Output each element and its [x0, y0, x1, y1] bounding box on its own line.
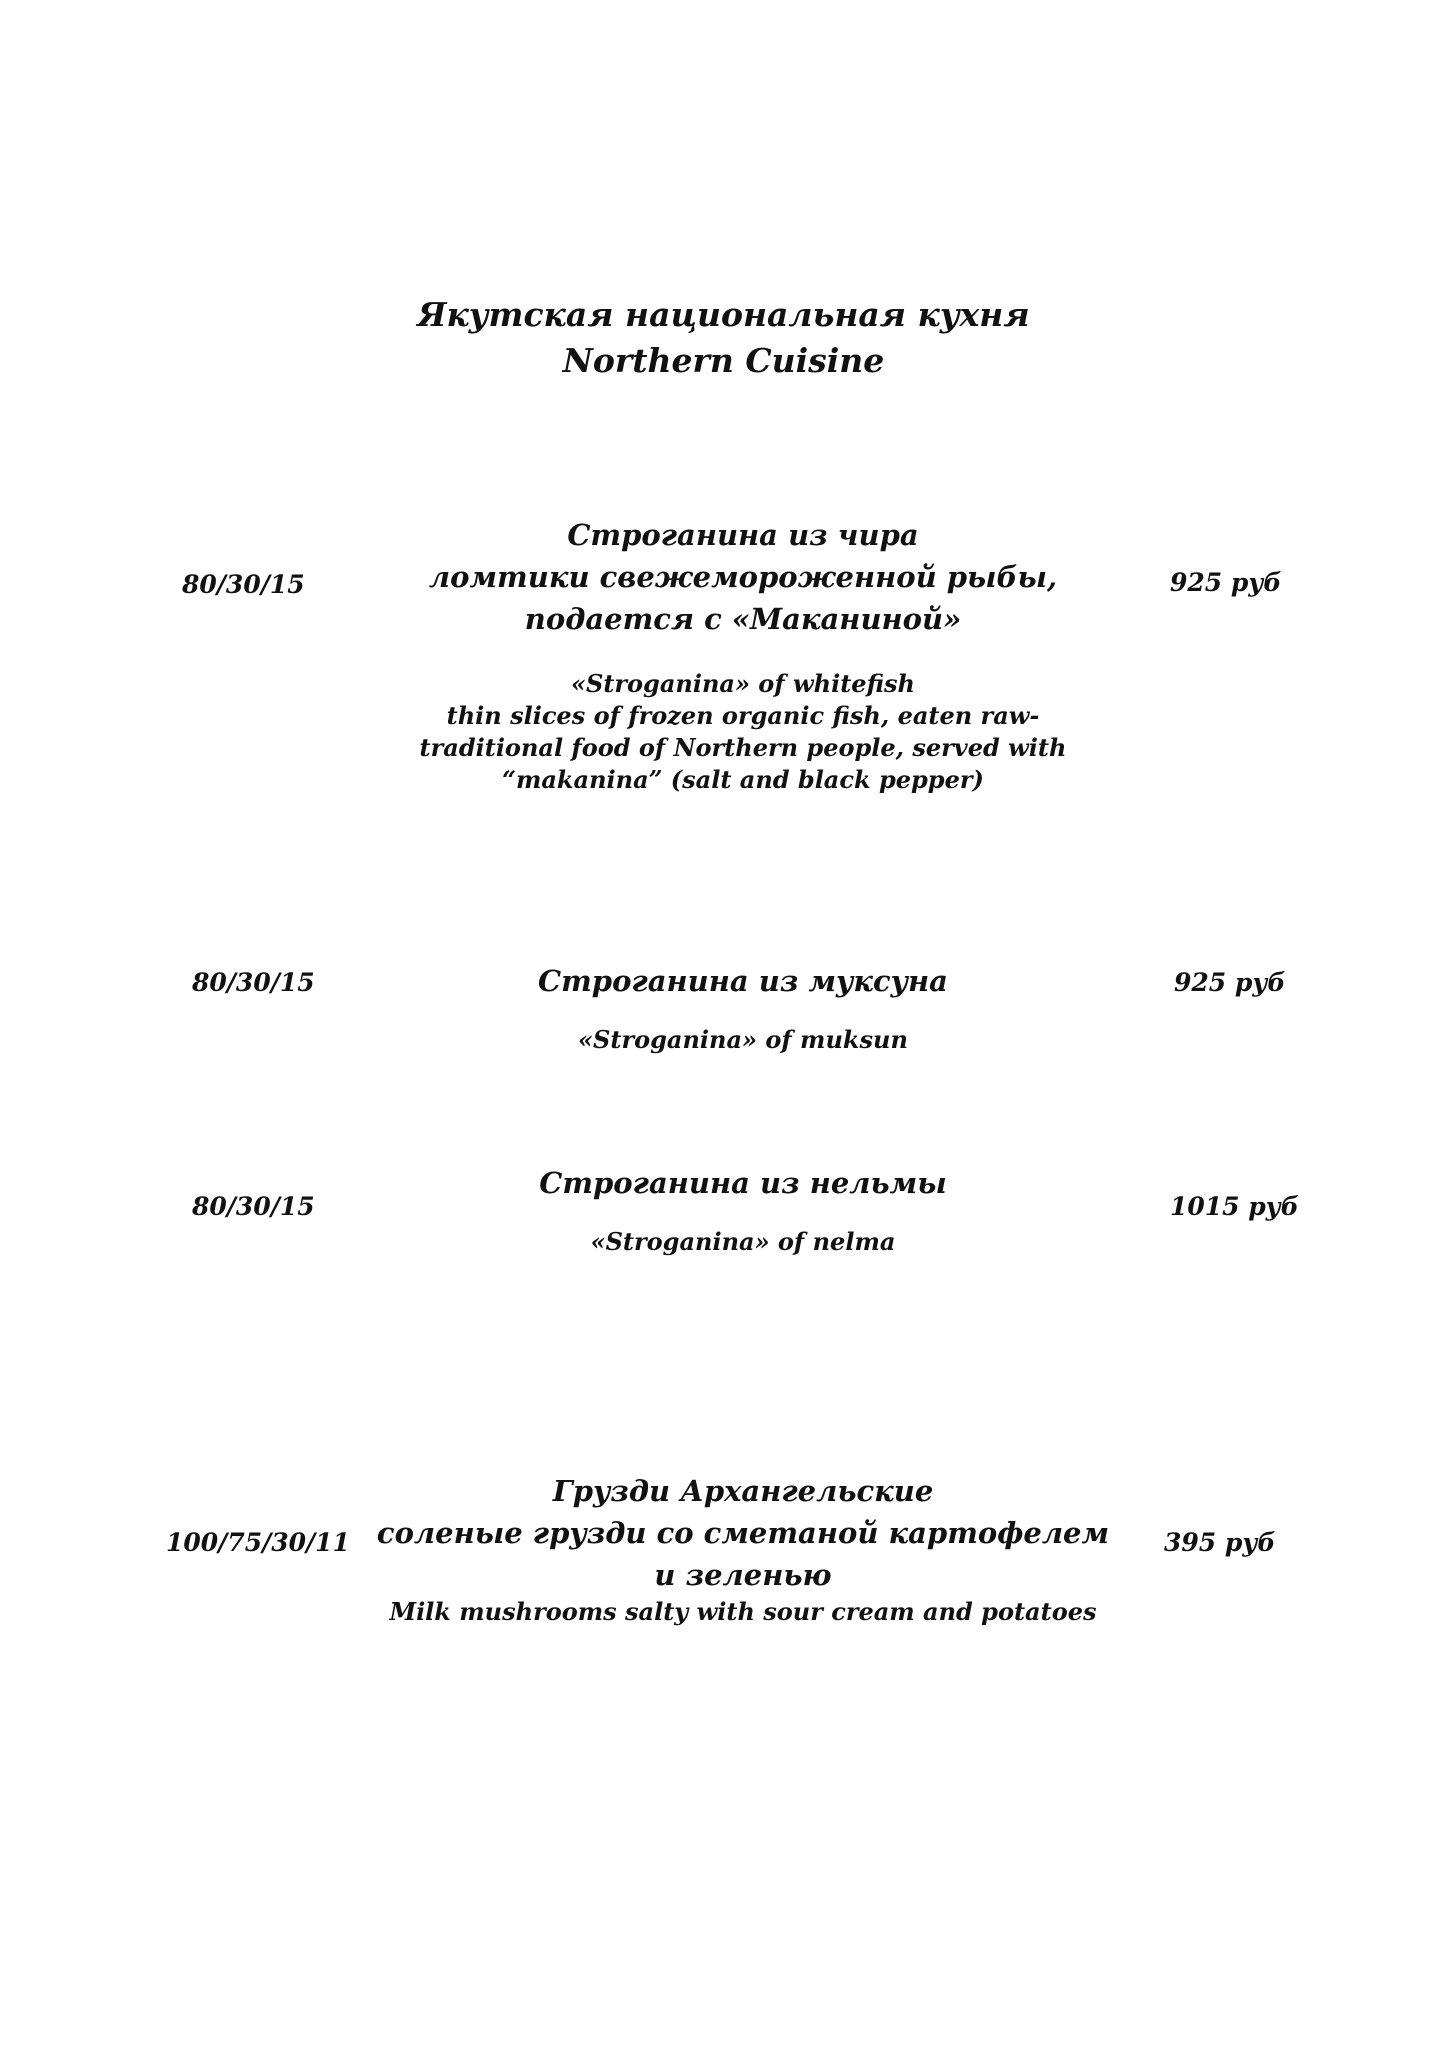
- item-desc-ru: и зеленью: [654, 1558, 832, 1592]
- item-description: [373, 960, 1113, 1056]
- item-price: 1015 руб: [1170, 1192, 1299, 1221]
- item-desc-en: traditional food of Northern people, served with: [419, 733, 1067, 762]
- item-portion: 80/30/15: [192, 968, 315, 997]
- heading-english: Northern Cuisine: [562, 341, 885, 380]
- item-desc-en: thin slices of frozen organic fish, eaten raw-: [446, 701, 1040, 730]
- item-name-en: Milk mushrooms salty with sour cream and potatoes: [389, 1597, 1097, 1626]
- item-portion: 80/30/15: [182, 570, 305, 599]
- item-desc-ru: подается с «Маканиной»: [524, 602, 962, 636]
- heading-russian: Якутская национальная кухня: [417, 295, 1030, 334]
- item-desc-ru: соленые грузди со сметаной картофелем: [376, 1516, 1110, 1550]
- item-portion: 80/30/15: [192, 1192, 315, 1221]
- item-desc-en: “makanina” (salt and black pepper): [502, 765, 984, 794]
- item-description: [373, 1470, 1113, 1628]
- item-name-en: «Stroganina» of whitefish: [570, 669, 915, 698]
- item-description: [373, 1162, 1113, 1258]
- item-price: 925 руб: [1174, 968, 1286, 997]
- item-desc-ru: ломтики свежемороженной рыбы,: [428, 560, 1058, 594]
- item-name-en: «Stroganina» of muksun: [578, 1025, 908, 1054]
- item-name-ru: Строганина из нельмы: [539, 1166, 947, 1200]
- item-price: 395 руб: [1164, 1528, 1276, 1557]
- item-price: 925 руб: [1170, 568, 1282, 597]
- menu-heading: [0, 292, 1447, 384]
- item-name-ru: Строганина из чира: [567, 518, 919, 552]
- item-name-ru: Строганина из муксуна: [538, 964, 948, 998]
- item-description: [373, 514, 1113, 796]
- item-portion: 100/75/30/11: [166, 1528, 350, 1557]
- item-name-en: «Stroganina» of nelma: [590, 1227, 896, 1256]
- item-name-ru: Грузди Архангельские: [552, 1474, 934, 1508]
